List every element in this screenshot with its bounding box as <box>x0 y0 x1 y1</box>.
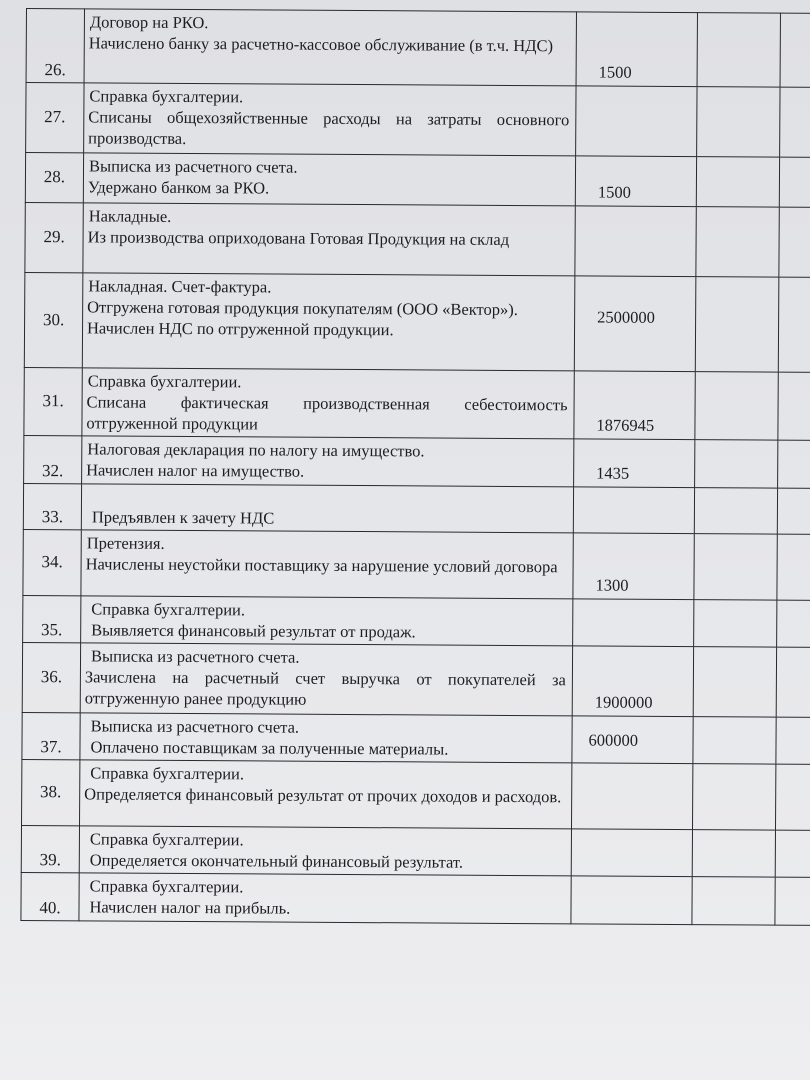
document-title: Справка бухгалтерии. <box>89 86 244 107</box>
debit-cell <box>692 830 775 878</box>
row-number: 40. <box>21 872 79 920</box>
operation-description <box>81 484 573 533</box>
transactions-table <box>20 8 810 926</box>
row-number: 35. <box>23 595 81 642</box>
debit-cell <box>694 534 777 601</box>
debit-cell <box>697 87 780 158</box>
operation-description <box>84 9 576 86</box>
table-row <box>24 367 810 440</box>
operation-text: Начислено банку за расчетно-кассовое обслуживание (в т.ч. НДС) <box>88 33 554 56</box>
credit-cell <box>777 488 810 534</box>
table-row <box>22 712 810 764</box>
operation-description <box>79 873 571 924</box>
credit-cell <box>776 717 810 764</box>
row-number: 39. <box>21 825 79 872</box>
credit-cell <box>777 534 810 600</box>
debit-cell <box>697 13 780 88</box>
row-number: 37. <box>22 712 80 759</box>
amount-cell <box>573 487 694 534</box>
credit-cell <box>778 372 810 440</box>
table-row <box>23 483 810 534</box>
operation-text: Отгружена готовая продукция покупателям (ООО «Вектор»). <box>87 297 518 320</box>
amount-cell <box>573 599 694 647</box>
debit-cell <box>695 372 778 441</box>
table-row <box>23 595 810 647</box>
row-number: 36. <box>22 642 80 712</box>
operation-text: Начислен налог на имущество. <box>86 460 305 481</box>
document-title: Справка бухгалтерии. <box>87 371 242 392</box>
table-row <box>22 642 810 717</box>
amount-cell: 1876945 <box>574 371 695 440</box>
amount-cell <box>571 763 692 830</box>
operation-description <box>81 596 573 646</box>
row-number: 31. <box>24 367 82 435</box>
document-title: Выписка из расчетного счета. <box>88 156 298 177</box>
credit-cell <box>775 830 810 877</box>
operation-description <box>82 436 574 487</box>
document-title: Накладные. <box>88 206 172 226</box>
row-number: 29. <box>25 202 83 272</box>
table-row <box>22 759 810 830</box>
credit-cell <box>780 87 810 157</box>
credit-cell <box>777 600 810 647</box>
operation-text: Удержано банком за РКО. <box>87 177 270 198</box>
credit-cell <box>780 13 810 87</box>
row-number: 33. <box>23 483 81 529</box>
operation-text: Начислен налог на прибыль. <box>89 897 291 918</box>
row-number: 32. <box>24 435 82 483</box>
table-row <box>25 153 810 208</box>
operation-text: Определяется окончательный финансовый результат. <box>89 850 464 872</box>
operation-description <box>84 83 576 156</box>
operation-description <box>82 368 574 439</box>
amount-cell: 1500 <box>575 156 696 207</box>
credit-cell <box>775 877 810 925</box>
table-row <box>26 9 810 88</box>
operation-text: Зачислена на расчетный счет выручка от покупателей за отгруженную ранее продукцию <box>84 667 566 709</box>
operation-description <box>80 760 572 829</box>
operation-text-extra: Начислен НДС по отгруженной продукции. <box>86 318 394 340</box>
operation-text: Определяется финансовый результат от прочих доходов и расходов. <box>84 784 562 807</box>
operation-description <box>83 153 575 206</box>
operation-text: Списаны общехозяйственные расходы на затраты основного производства. <box>88 107 570 148</box>
debit-cell <box>694 600 777 648</box>
table-row <box>23 529 810 600</box>
table-row <box>24 272 810 372</box>
operation-description <box>80 713 572 763</box>
table-row <box>21 872 810 925</box>
amount-cell: 1435 <box>574 439 695 488</box>
credit-cell <box>779 207 810 277</box>
debit-cell <box>696 157 779 208</box>
credit-cell <box>775 764 810 830</box>
operation-description <box>79 826 571 876</box>
credit-cell <box>779 157 810 207</box>
operation-description <box>82 273 575 371</box>
amount-cell <box>575 206 696 277</box>
amount-cell: 1500 <box>576 12 697 87</box>
amount-cell: 2500000 <box>574 276 696 372</box>
operation-text: Предъявлен к зачету НДС <box>91 507 275 528</box>
table-row <box>24 435 810 488</box>
row-number: 26. <box>26 9 84 83</box>
operation-text: Начислены неустойки поставщику за нарушение условий договора <box>85 554 558 577</box>
debit-cell <box>693 717 776 765</box>
document-title: Накладная. Счет-фактура. <box>88 276 272 297</box>
document-title: Налоговая декларация по налогу на имущество. <box>87 439 425 461</box>
operation-text: Выявляется финансовый результат от продаж. <box>91 620 416 642</box>
row-number: 28. <box>25 153 83 203</box>
table-row <box>21 825 810 877</box>
document-title: Справка бухгалтерии. <box>90 763 245 784</box>
row-number: 38. <box>22 759 80 825</box>
operation-text: Списана фактическая производственная себестоимость отгруженной продукции <box>86 392 568 434</box>
amount-cell: 1900000 <box>572 646 693 717</box>
debit-cell <box>692 877 775 926</box>
operation-description <box>80 643 572 716</box>
operation-text: Оплачено поставщикам за полученные материалы. <box>90 737 449 759</box>
document-title: Выписка из расчетного счета. <box>90 716 300 737</box>
table-row <box>25 202 810 277</box>
debit-cell <box>692 764 775 831</box>
amount-cell: 600000 <box>572 716 693 764</box>
row-number: 27. <box>26 83 84 153</box>
debit-cell <box>696 207 779 278</box>
row-number: 34. <box>23 529 81 595</box>
operation-text: Из производства оприходована Готовая Продукция на склад <box>87 227 510 249</box>
document-title: Справка бухгалтерии. <box>89 829 244 850</box>
document-title: Договор на РКО. <box>89 12 209 33</box>
credit-cell <box>776 647 810 717</box>
amount-cell <box>576 86 697 157</box>
table-row <box>26 83 810 158</box>
row-number: 30. <box>24 272 83 367</box>
document-title: Претензия. <box>86 533 165 553</box>
document-title: Справка бухгалтерии. <box>91 599 246 620</box>
document-title: Справка бухгалтерии. <box>89 876 244 897</box>
credit-cell <box>778 440 810 488</box>
operation-description <box>81 530 573 599</box>
debit-cell <box>694 488 777 535</box>
debit-cell <box>693 647 776 718</box>
debit-cell <box>695 440 778 489</box>
amount-cell <box>571 876 692 925</box>
operation-description <box>83 203 575 276</box>
document-title: Выписка из расчетного счета. <box>90 646 300 667</box>
debit-cell <box>695 277 779 373</box>
credit-cell <box>778 277 810 372</box>
amount-cell <box>571 829 692 877</box>
amount-cell: 1300 <box>573 533 694 600</box>
